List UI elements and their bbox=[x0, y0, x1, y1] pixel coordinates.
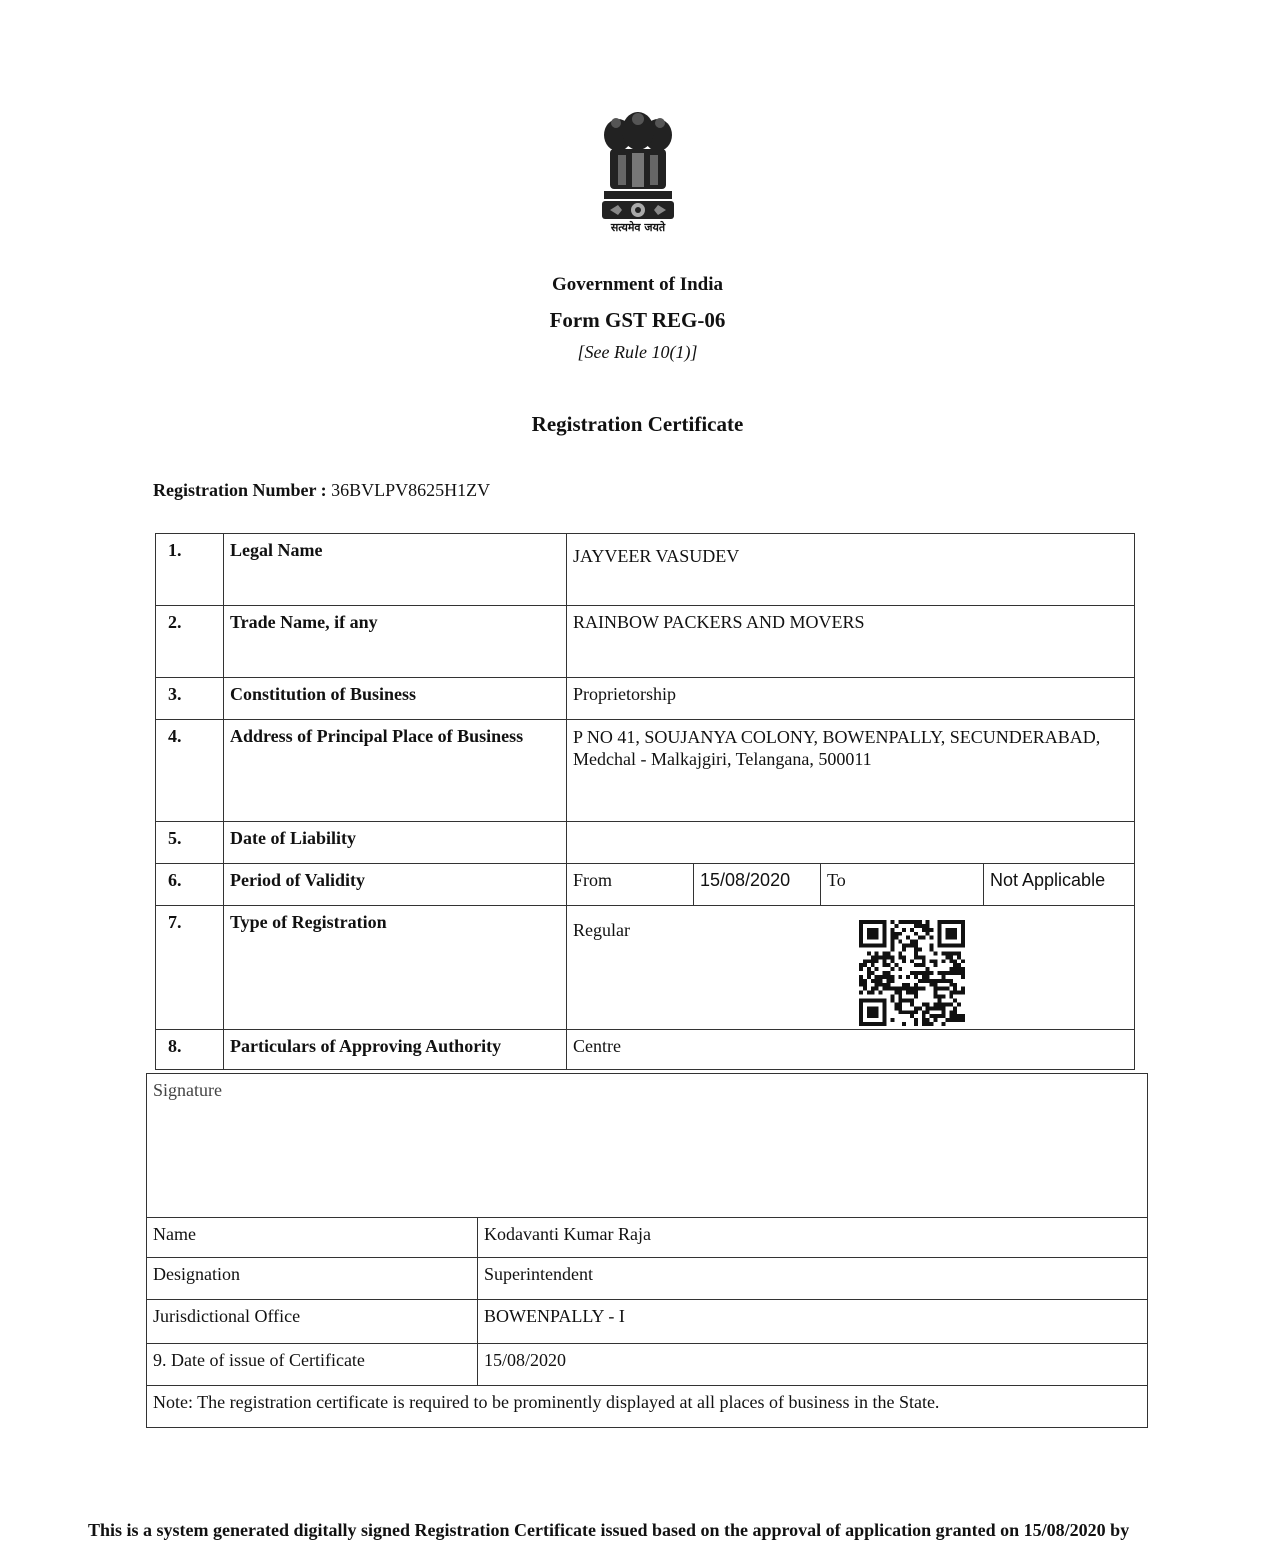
designation-value: Superintendent bbox=[478, 1258, 1148, 1300]
jurisdictional-office-label: Jurisdictional Office bbox=[147, 1300, 478, 1344]
name-label: Name bbox=[147, 1218, 478, 1258]
row-number: 3. bbox=[156, 678, 224, 720]
signature-table bbox=[146, 1073, 1148, 1428]
row-value: Centre bbox=[567, 1030, 1135, 1070]
registration-details-table bbox=[155, 533, 1135, 1070]
table-row bbox=[156, 606, 1135, 678]
footer-statement: This is a system generated digitally signed Registration Certificate issued based on the approval of application granted on 15/08/2020 by bbox=[88, 1520, 1130, 1540]
table-row bbox=[156, 1030, 1135, 1070]
display-note: Note: The registration certificate is required to be prominently displayed at all places of business in the State. bbox=[147, 1386, 1148, 1428]
qr-code bbox=[858, 920, 966, 1026]
row-number: 7. bbox=[156, 906, 224, 1030]
designation-label: Designation bbox=[147, 1258, 478, 1300]
table-row bbox=[156, 906, 1135, 1030]
row-number: 6. bbox=[156, 864, 224, 906]
row-label: Address of Principal Place of Business bbox=[224, 720, 567, 822]
row-label: Type of Registration bbox=[224, 906, 567, 1030]
row-value bbox=[567, 822, 1135, 864]
row-label: Legal Name bbox=[224, 534, 567, 606]
table-row bbox=[147, 1300, 1148, 1344]
row-label: Trade Name, if any bbox=[224, 606, 567, 678]
row-value: JAYVEER VASUDEV bbox=[567, 534, 1135, 606]
row-value: Regular bbox=[567, 906, 1135, 1030]
table-row bbox=[156, 534, 1135, 606]
validity-from-value: 15/08/2020 bbox=[694, 864, 821, 906]
table-row bbox=[156, 822, 1135, 864]
table-row bbox=[147, 1074, 1148, 1218]
validity-to-label: To bbox=[821, 864, 984, 906]
row-label: Constitution of Business bbox=[224, 678, 567, 720]
table-row bbox=[147, 1344, 1148, 1386]
table-row bbox=[147, 1218, 1148, 1258]
table-row bbox=[147, 1258, 1148, 1300]
registration-number-value: 36BVLPV8625H1ZV bbox=[331, 480, 491, 500]
row-number: 4. bbox=[156, 720, 224, 822]
row-number: 5. bbox=[156, 822, 224, 864]
row-value: Proprietorship bbox=[567, 678, 1135, 720]
registration-number-label: Registration Number : bbox=[153, 480, 327, 500]
certificate-title: Registration Certificate bbox=[531, 412, 744, 436]
validity-to-value: Not Applicable bbox=[984, 864, 1135, 906]
row-value: P NO 41, SOUJANYA COLONY, BOWENPALLY, SECUNDERABAD, Medchal - Malkajgiri, Telangana, 500011 bbox=[567, 720, 1135, 822]
row-value: RAINBOW PACKERS AND MOVERS bbox=[567, 606, 1135, 678]
row-label: Particulars of Approving Authority bbox=[224, 1030, 567, 1070]
issue-date-value: 15/08/2020 bbox=[478, 1344, 1148, 1386]
validity-from-label: From bbox=[567, 864, 694, 906]
jurisdictional-office-value: BOWENPALLY - I bbox=[478, 1300, 1148, 1344]
issue-date-label: 9. Date of issue of Certificate bbox=[147, 1344, 478, 1386]
row-label: Period of Validity bbox=[224, 864, 567, 906]
government-heading: Government of India bbox=[552, 274, 723, 295]
row-number: 1. bbox=[156, 534, 224, 606]
form-title: Form GST REG-06 bbox=[549, 308, 726, 332]
table-row bbox=[147, 1386, 1148, 1428]
registration-number bbox=[153, 480, 490, 501]
table-row bbox=[156, 720, 1135, 822]
row-number: 2. bbox=[156, 606, 224, 678]
table-row bbox=[156, 864, 1135, 906]
signature-label: Signature bbox=[147, 1074, 1148, 1218]
table-row bbox=[156, 678, 1135, 720]
row-number: 8. bbox=[156, 1030, 224, 1070]
emblem-motto: सत्यमेव जयते bbox=[610, 221, 666, 234]
name-value: Kodavanti Kumar Raja bbox=[478, 1218, 1148, 1258]
row-label: Date of Liability bbox=[224, 822, 567, 864]
rule-reference: [See Rule 10(1)] bbox=[577, 342, 698, 362]
